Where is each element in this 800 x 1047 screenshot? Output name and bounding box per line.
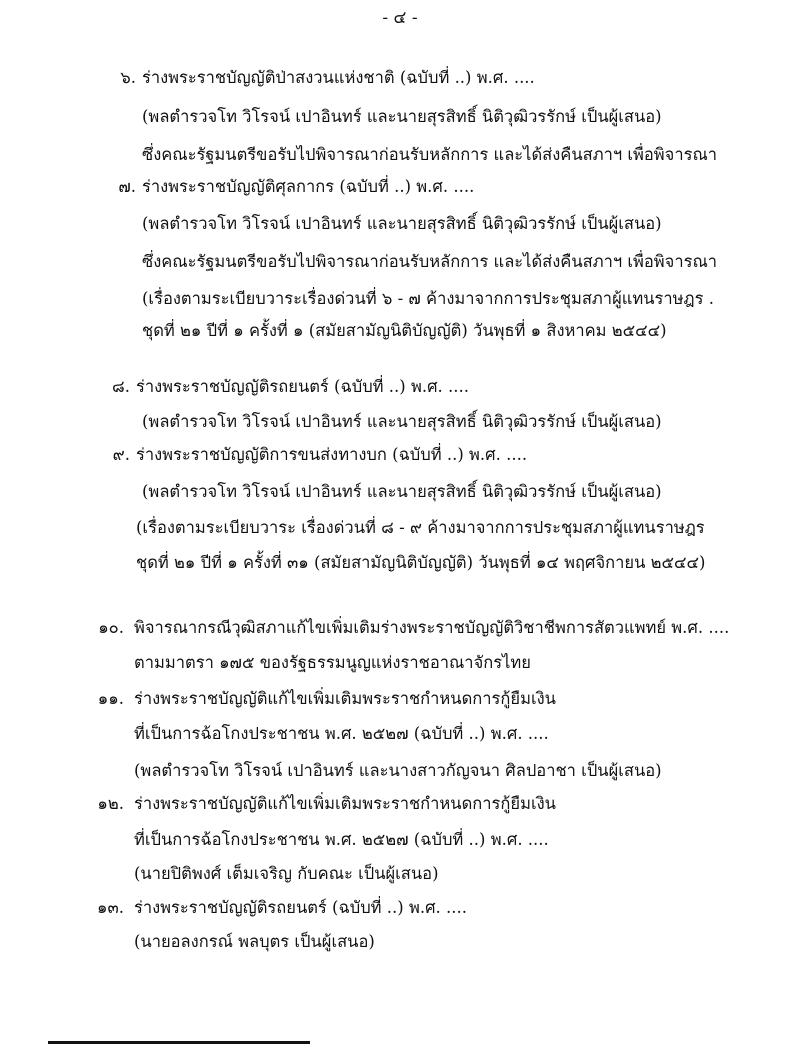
footer-rule bbox=[48, 1041, 310, 1044]
item-title: ร่างพระราชบัญญัติศุลกากร (ฉบับที่ ..) พ.ศ. .... bbox=[142, 177, 475, 196]
item-note: ชุดที่ ๒๑ ปีที่ ๑ ครั้งที่ ๓๑ (สมัยสามัญนิติบัญญัติ) วันพุธที่ ๑๔ พฤศจิกายน ๒๕๔๔) bbox=[136, 553, 706, 572]
item-title-continued: ที่เป็นการฉ้อโกงประชาชน พ.ศ. ๒๕๒๗ (ฉบับที่ ..) พ.ศ. .... bbox=[134, 830, 549, 849]
item-note: ซึ่งคณะรัฐมนตรีขอรับไปพิจารณาก่อนรับหลักการ และได้ส่งคืนสภาฯ เพื่อพิจารณา bbox=[142, 145, 718, 164]
item-number: ๑๓. bbox=[97, 898, 124, 917]
item-title: พิจารณากรณีวุฒิสภาแก้ไขเพิ่มเติมร่างพระราชบัญญัติวิชาชีพการสัตวแพทย์ พ.ศ. .... bbox=[134, 618, 730, 637]
item-number: ๖. bbox=[120, 68, 136, 87]
item-number: ๑๐. bbox=[98, 618, 124, 637]
item-note: (เรื่องตามระเบียบวาระเรื่องด่วนที่ ๖ - ๗ ค้างมาจากการประชุมสภาผู้แทนราษฎร . bbox=[142, 289, 714, 308]
item-proposer: (พลตำรวจโท วิโรจน์ เปาอินทร์ และนางสาวกัญจนา ศิลปอาชา เป็นผู้เสนอ) bbox=[134, 761, 662, 780]
item-title-continued: ที่เป็นการฉ้อโกงประชาชน พ.ศ. ๒๕๒๗ (ฉบับที่ ..) พ.ศ. .... bbox=[134, 724, 549, 743]
item-proposer: (นายปิติพงศ์ เต็มเจริญ กับคณะ เป็นผู้เสนอ) bbox=[134, 864, 439, 883]
item-title: ร่างพระราชบัญญัติแก้ไขเพิ่มเติมพระราชกำหนดการกู้ยืมเงิน bbox=[134, 689, 556, 708]
item-title: ร่างพระราชบัญญัติการขนส่งทางบก (ฉบับที่ ..) พ.ศ. .... bbox=[136, 445, 528, 464]
item-note: ตามมาตรา ๑๗๕ ของรัฐธรรมนูญแห่งราชอาณาจักรไทย bbox=[134, 653, 531, 672]
item-proposer: (พลตำรวจโท วิโรจน์ เปาอินทร์ และนายสุรสิทธิ์ นิติวุฒิวรรักษ์ เป็นผู้เสนอ) bbox=[142, 214, 662, 233]
item-proposer: (พลตำรวจโท วิโรจน์ เปาอินทร์ และนายสุรสิทธิ์ นิติวุฒิวรรักษ์ เป็นผู้เสนอ) bbox=[142, 412, 662, 431]
item-number: ๑๒. bbox=[97, 794, 124, 813]
page-number: - ๔ - bbox=[382, 8, 418, 28]
item-proposer: (นายอลงกรณ์ พลบุตร เป็นผู้เสนอ) bbox=[134, 932, 375, 951]
item-number: ๑๑. bbox=[97, 689, 124, 708]
item-proposer: (พลตำรวจโท วิโรจน์ เปาอินทร์ และนายสุรสิทธิ์ นิติวุฒิวรรักษ์ เป็นผู้เสนอ) bbox=[142, 107, 662, 126]
item-title: ร่างพระราชบัญญัติแก้ไขเพิ่มเติมพระราชกำหนดการกู้ยืมเงิน bbox=[134, 794, 556, 813]
item-number: ๘. bbox=[112, 377, 130, 396]
item-note: ชุดที่ ๒๑ ปีที่ ๑ ครั้งที่ ๑ (สมัยสามัญนิติบัญญัติ) วันพุธที่ ๑ สิงหาคม ๒๕๔๔) bbox=[142, 321, 667, 340]
item-note: ซึ่งคณะรัฐมนตรีขอรับไปพิจารณาก่อนรับหลักการ และได้ส่งคืนสภาฯ เพื่อพิจารณา bbox=[142, 252, 718, 271]
item-title: ร่างพระราชบัญญัติรถยนตร์ (ฉบับที่ ..) พ.ศ. .... bbox=[136, 377, 470, 396]
item-number: ๗. bbox=[118, 177, 136, 196]
item-number: ๙. bbox=[112, 445, 130, 464]
item-title: ร่างพระราชบัญญัติป่าสงวนแห่งชาติ (ฉบับที่ ..) พ.ศ. .... bbox=[142, 68, 535, 87]
item-proposer: (พลตำรวจโท วิโรจน์ เปาอินทร์ และนายสุรสิทธิ์ นิติวุฒิวรรักษ์ เป็นผู้เสนอ) bbox=[142, 482, 662, 501]
item-title: ร่างพระราชบัญญัติรถยนตร์ (ฉบับที่ ..) พ.ศ. .... bbox=[134, 898, 468, 917]
item-note: (เรื่องตามระเบียบวาระ เรื่องด่วนที่ ๘ - ๙ ค้างมาจากการประชุมสภาผู้แทนราษฎร bbox=[136, 518, 705, 537]
